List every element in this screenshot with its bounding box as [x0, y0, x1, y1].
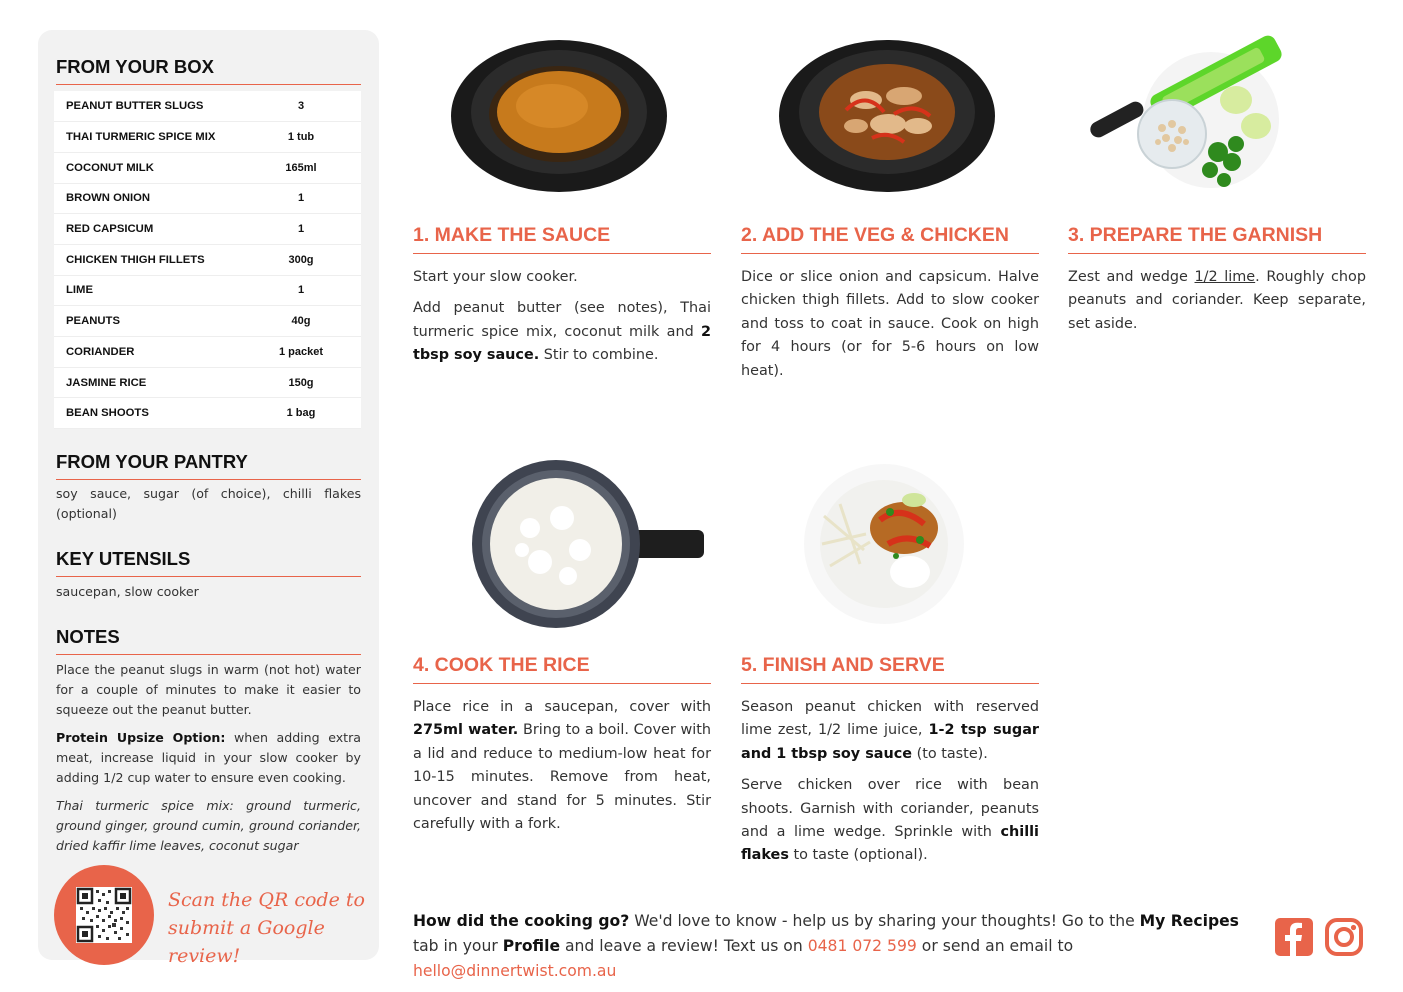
- step-4-p1b: 275ml water.: [413, 722, 519, 739]
- step-1-p2: [413, 297, 711, 367]
- from-your-pantry-heading: FROM YOUR PANTRY: [56, 451, 361, 480]
- ingredient-name: BROWN ONION: [54, 183, 269, 214]
- ingredient-row: [54, 91, 361, 122]
- ingredient-row: [54, 244, 361, 275]
- step-5-p2a: Serve chicken over rice with bean shoots. Garnish with coriander, peanuts and a lime wedge. Sprinkle with: [741, 777, 1039, 841]
- step-5-p1: [741, 696, 1039, 766]
- footer-phone-link[interactable]: 0481 072 599: [807, 937, 917, 955]
- step-3-p1a: Zest and wedge: [1068, 269, 1195, 285]
- step-5-p1a: Season peanut chicken with reserved lime zest, 1/2 lime juice,: [741, 699, 1039, 739]
- ingredient-row: [54, 306, 361, 337]
- ingredient-qty: 1 packet: [269, 337, 361, 368]
- ingredient-qty: 1: [269, 183, 361, 214]
- from-your-box-heading: FROM YOUR BOX: [56, 56, 361, 85]
- step-5-p2b: chilli flakes: [741, 824, 1039, 864]
- ingredient-name: RED CAPSICUM: [54, 214, 269, 245]
- ingredient-name: PEANUT BUTTER SLUGS: [54, 91, 269, 122]
- step-4-p1: [413, 696, 711, 836]
- footer-my-recipes: My Recipes: [1139, 912, 1239, 930]
- step-2-body: [741, 266, 1039, 391]
- ingredients-table: [54, 91, 361, 429]
- facebook-icon[interactable]: [1275, 918, 1313, 956]
- step-2-p1: Dice or slice onion and capsicum. Halve chicken thigh fillets. Add to slow cooker and toss to coat in sauce. Cook on high for 4 hours (or for 5-6 hours on low heat).: [741, 269, 1039, 379]
- qr-badge: [54, 865, 154, 965]
- ingredient-row: [54, 214, 361, 245]
- step-4-p1c: Bring to a boil. Cover with a lid and reduce to medium-low heat for 10-15 minutes. Remove from heat, uncover and stand for 5 minutes. Stir carefully with a fork.: [413, 722, 711, 833]
- instagram-icon[interactable]: [1325, 918, 1363, 956]
- footer-text-4: or send an email to: [916, 937, 1074, 955]
- notes-peanut-slugs: Place the peanut slugs in warm (not hot) water for a couple of minutes to make it easier to squeeze out the peanut butter.: [56, 662, 361, 717]
- ingredient-qty: 3: [269, 91, 361, 122]
- rice-saucepan-photo: [470, 458, 704, 630]
- ingredient-row: [54, 183, 361, 214]
- ingredient-row: [54, 122, 361, 153]
- ingredient-qty: 165ml: [269, 152, 361, 183]
- step-3-body: [1068, 266, 1366, 344]
- notes-protein-upsize: [56, 728, 361, 788]
- feedback-footer: [413, 909, 1263, 984]
- ingredient-row: [54, 275, 361, 306]
- notes-heading: NOTES: [56, 626, 361, 655]
- footer-email-link[interactable]: hello@dinnertwist.com.au: [413, 962, 617, 980]
- step-1-p2a: Add peanut butter (see notes), Thai turmeric spice mix, coconut milk and: [413, 300, 711, 340]
- step-4-body: [413, 696, 711, 844]
- ingredient-name: PEANUTS: [54, 306, 269, 337]
- qr-caption-line2: submit a Google review!: [168, 917, 325, 967]
- footer-profile: Profile: [502, 937, 561, 955]
- footer-question: How did the cooking go?: [413, 912, 630, 930]
- ingredient-qty: 150g: [269, 367, 361, 398]
- protein-upsize-label: Protein Upsize Option:: [56, 730, 226, 745]
- step-4-title: 4. COOK THE RICE: [413, 654, 711, 684]
- step-5-title: 5. FINISH AND SERVE: [741, 654, 1039, 684]
- ingredient-name: CHICKEN THIGH FILLETS: [54, 244, 269, 275]
- step-2-title: 2. ADD THE VEG & CHICKEN: [741, 224, 1039, 254]
- spice-mix-text: Thai turmeric spice mix: ground turmeric, ground ginger, ground cumin, ground coriander, dried kaffir lime leaves, coconut sugar: [56, 798, 361, 853]
- qr-code-icon[interactable]: [76, 887, 132, 943]
- step-5-p1b: 1-2 tsp sugar and 1 tbsp soy sauce: [741, 722, 1039, 762]
- step-3-title: 3. PREPARE THE GARNISH: [1068, 224, 1366, 254]
- ingredients-sidebar: [38, 30, 379, 967]
- step-5-p1c: (to taste).: [912, 745, 988, 762]
- ingredient-qty: 1: [269, 275, 361, 306]
- ingredient-qty: 1: [269, 214, 361, 245]
- ingredient-name: BEAN SHOOTS: [54, 398, 269, 429]
- step-3-p1b: 1/2 lime: [1194, 269, 1256, 285]
- ingredient-qty: 40g: [269, 306, 361, 337]
- step-3-p1c: . Roughly chop peanuts and coriander. Keep separate, set aside.: [1068, 269, 1366, 332]
- ingredient-qty: 1 tub: [269, 122, 361, 153]
- garnish-photo: [1086, 30, 1292, 196]
- finished-dish-photo: [800, 460, 968, 628]
- qr-caption-line1: Scan the QR code to: [168, 889, 365, 911]
- step-5-p2: [741, 774, 1039, 868]
- ingredient-row: [54, 337, 361, 368]
- footer-text-1: We'd love to know - help us by sharing your thoughts! Go to the: [629, 912, 1140, 930]
- slow-cooker-sauce-photo: [448, 30, 670, 198]
- pantry-text: soy sauce, sugar (of choice), chilli flakes (optional): [56, 486, 361, 521]
- step-3-p1: [1068, 266, 1366, 336]
- step-5-body: [741, 696, 1039, 876]
- step-1-p1: Start your slow cooker.: [413, 269, 578, 285]
- footer-text-2: tab in your: [413, 937, 503, 955]
- ingredient-row: [54, 152, 361, 183]
- slow-cooker-chicken-photo: [776, 30, 998, 198]
- ingredient-row: [54, 398, 361, 429]
- step-5-p2c: to taste (optional).: [788, 847, 928, 864]
- ingredient-name: LIME: [54, 275, 269, 306]
- ingredient-qty: 300g: [269, 244, 361, 275]
- ingredient-row: [54, 367, 361, 398]
- protein-upsize-text: when adding extra meat, increase liquid in your slow cooker by adding 1/2 cup water to ensure even cooking.: [56, 730, 362, 785]
- footer-text-3: and leave a review! Text us on: [560, 937, 808, 955]
- ingredient-name: JASMINE RICE: [54, 367, 269, 398]
- step-4-p1a: Place rice in a saucepan, cover with: [413, 699, 711, 715]
- key-utensils-heading: KEY UTENSILS: [56, 548, 361, 577]
- step-1-p2c: Stir to combine.: [539, 347, 659, 364]
- ingredient-name: CORIANDER: [54, 337, 269, 368]
- ingredient-name: COCONUT MILK: [54, 152, 269, 183]
- ingredient-qty: 1 bag: [269, 398, 361, 429]
- utensils-text: saucepan, slow cooker: [56, 584, 199, 599]
- ingredient-name: THAI TURMERIC SPICE MIX: [54, 122, 269, 153]
- step-1-p2b: 2 tbsp soy sauce.: [413, 323, 711, 364]
- step-1-body: [413, 266, 711, 376]
- notes-spice-mix: [56, 796, 361, 856]
- qr-review-caption: [168, 886, 368, 970]
- step-1-title: 1. MAKE THE SAUCE: [413, 224, 711, 254]
